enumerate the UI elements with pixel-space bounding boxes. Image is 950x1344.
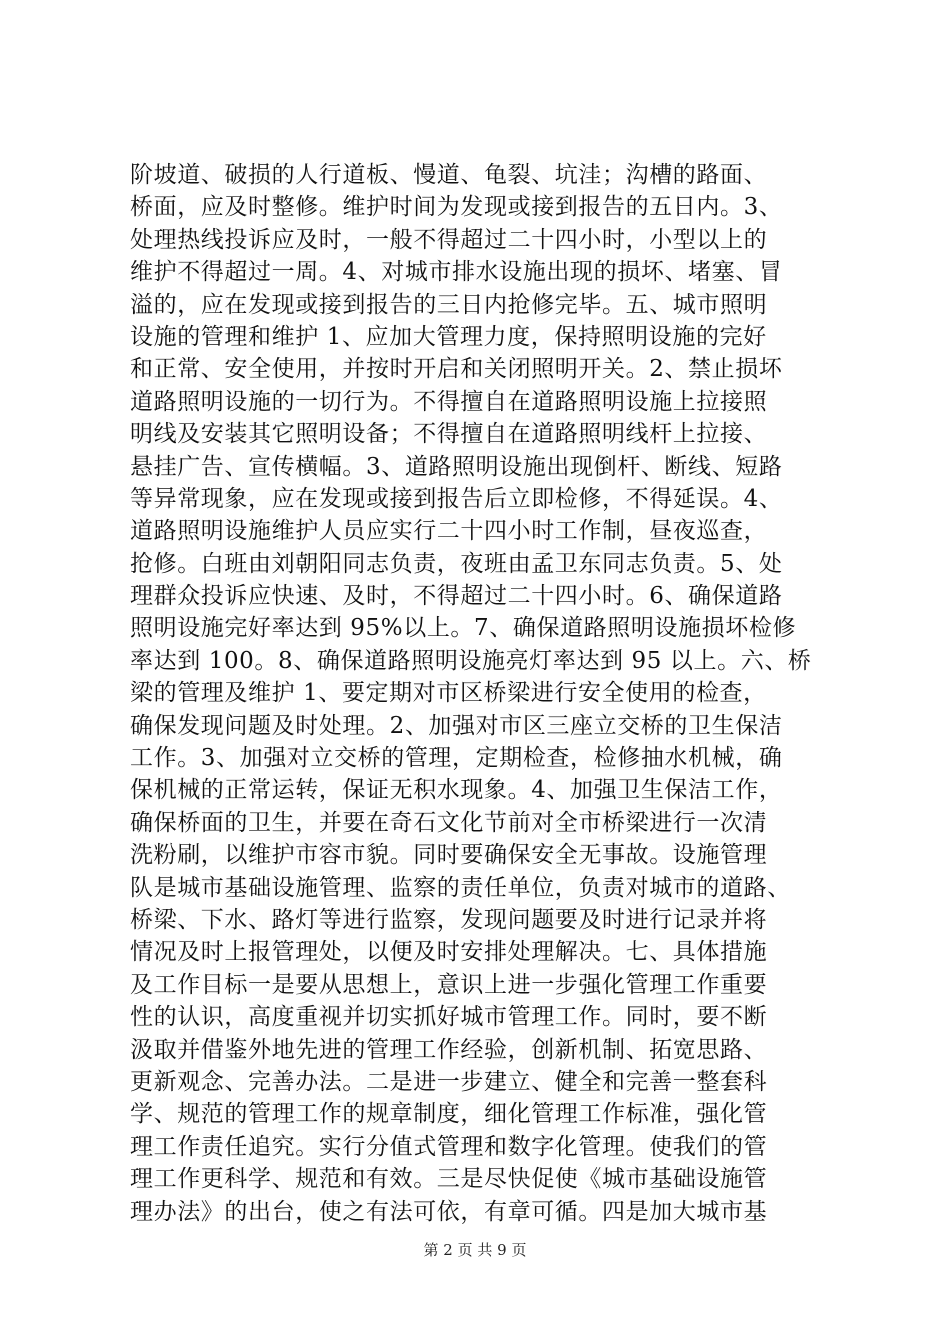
text-line: 溢的，应在发现或接到报告的三日内抢修完毕。五、城市照明 <box>130 291 768 318</box>
text-line: 确保发现问题及时处理。2、加强对市区三座立交桥的卫生保洁 <box>130 712 783 739</box>
text-line: 及工作目标一是要从思想上，意识上进一步强化管理工作重要 <box>130 971 768 998</box>
text-line: 悬挂广告、宣传横幅。3、道路照明设施出现倒杆、断线、短路 <box>130 453 783 480</box>
text-line: 确保桥面的卫生，并要在奇石文化节前对全市桥梁进行一次清 <box>130 809 768 836</box>
text-line: 阶坡道、破损的人行道板、慢道、龟裂、坑洼；沟槽的路面、 <box>130 162 768 188</box>
text-line: 维护不得超过一周。4、对城市排水设施出现的损坏、堵塞、冒 <box>130 259 783 286</box>
text-line: 保机械的正常运转，保证无积水现象。4、加强卫生保洁工作， <box>130 777 783 804</box>
body-text <box>130 159 830 1228</box>
text-line: 和正常、安全使用，并按时开启和关闭照明开关。2、禁止损坏 <box>130 356 783 383</box>
page-number: 第 2 页 共 9 页 <box>423 1241 527 1259</box>
text-line: 设施的管理和维护 1、应加大管理力度，保持照明设施的完好 <box>130 323 767 350</box>
text-line: 照明设施完好率达到 95%以上。7、确保道路照明设施损坏检修 <box>130 615 797 642</box>
text-line: 理工作责任追究。实行分值式管理和数字化管理。使我们的管 <box>130 1133 768 1160</box>
text-line: 性的认识，高度重视并切实抓好城市管理工作。同时，要不断 <box>130 1004 768 1031</box>
text-line: 学、规范的管理工作的规章制度，细化管理工作标准，强化管 <box>130 1101 768 1128</box>
text-line: 理办法》的出台，使之有法可依，有章可循。四是加大城市基 <box>130 1198 768 1225</box>
text-line: 明线及安装其它照明设备；不得擅自在道路照明线杆上拉接、 <box>130 421 768 448</box>
text-line: 工作。3、加强对立交桥的管理，定期检查，检修抽水机械，确 <box>130 745 783 772</box>
text-line: 道路照明设施维护人员应实行二十四小时工作制，昼夜巡查， <box>130 518 768 545</box>
text-line: 处理热线投诉应及时，一般不得超过二十四小时，小型以上的 <box>130 226 768 253</box>
text-line: 洗粉刷，以维护市容市貌。同时要确保安全无事故。设施管理 <box>130 842 768 869</box>
text-line: 率达到 100。8、确保道路照明设施亮灯率达到 95 以上。六、桥 <box>130 647 812 674</box>
text-line: 抢修。白班由刘朝阳同志负责，夜班由孟卫东同志负责。5、处 <box>130 550 783 577</box>
text-line: 道路照明设施的一切行为。不得擅自在道路照明设施上拉接照 <box>130 388 768 415</box>
text-line: 等异常现象，应在发现或接到报告后立即检修，不得延误。4、 <box>130 485 783 512</box>
text-line: 理工作更科学、规范和有效。三是尽快促使《城市基础设施管 <box>130 1166 768 1193</box>
text-line: 汲取并借鉴外地先进的管理工作经验，创新机制、拓宽思路、 <box>130 1036 768 1063</box>
text-line: 更新观念、完善办法。二是进一步建立、健全和完善一整套科 <box>130 1068 768 1095</box>
text-line: 桥梁、下水、路灯等进行监察，发现问题要及时进行记录并将 <box>130 906 768 933</box>
text-line: 桥面，应及时整修。维护时间为发现或接到报告的五日内。3、 <box>130 194 783 221</box>
text-line: 梁的管理及维护 1、要定期对市区桥梁进行安全使用的检查， <box>130 680 767 707</box>
text-line: 情况及时上报管理处，以便及时安排处理解决。七、具体措施 <box>130 939 768 966</box>
text-line: 理群众投诉应快速、及时，不得超过二十四小时。6、确保道路 <box>130 583 783 610</box>
page-footer <box>0 1240 950 1260</box>
text-line: 队是城市基础设施管理、监察的责任单位，负责对城市的道路、 <box>130 874 791 901</box>
